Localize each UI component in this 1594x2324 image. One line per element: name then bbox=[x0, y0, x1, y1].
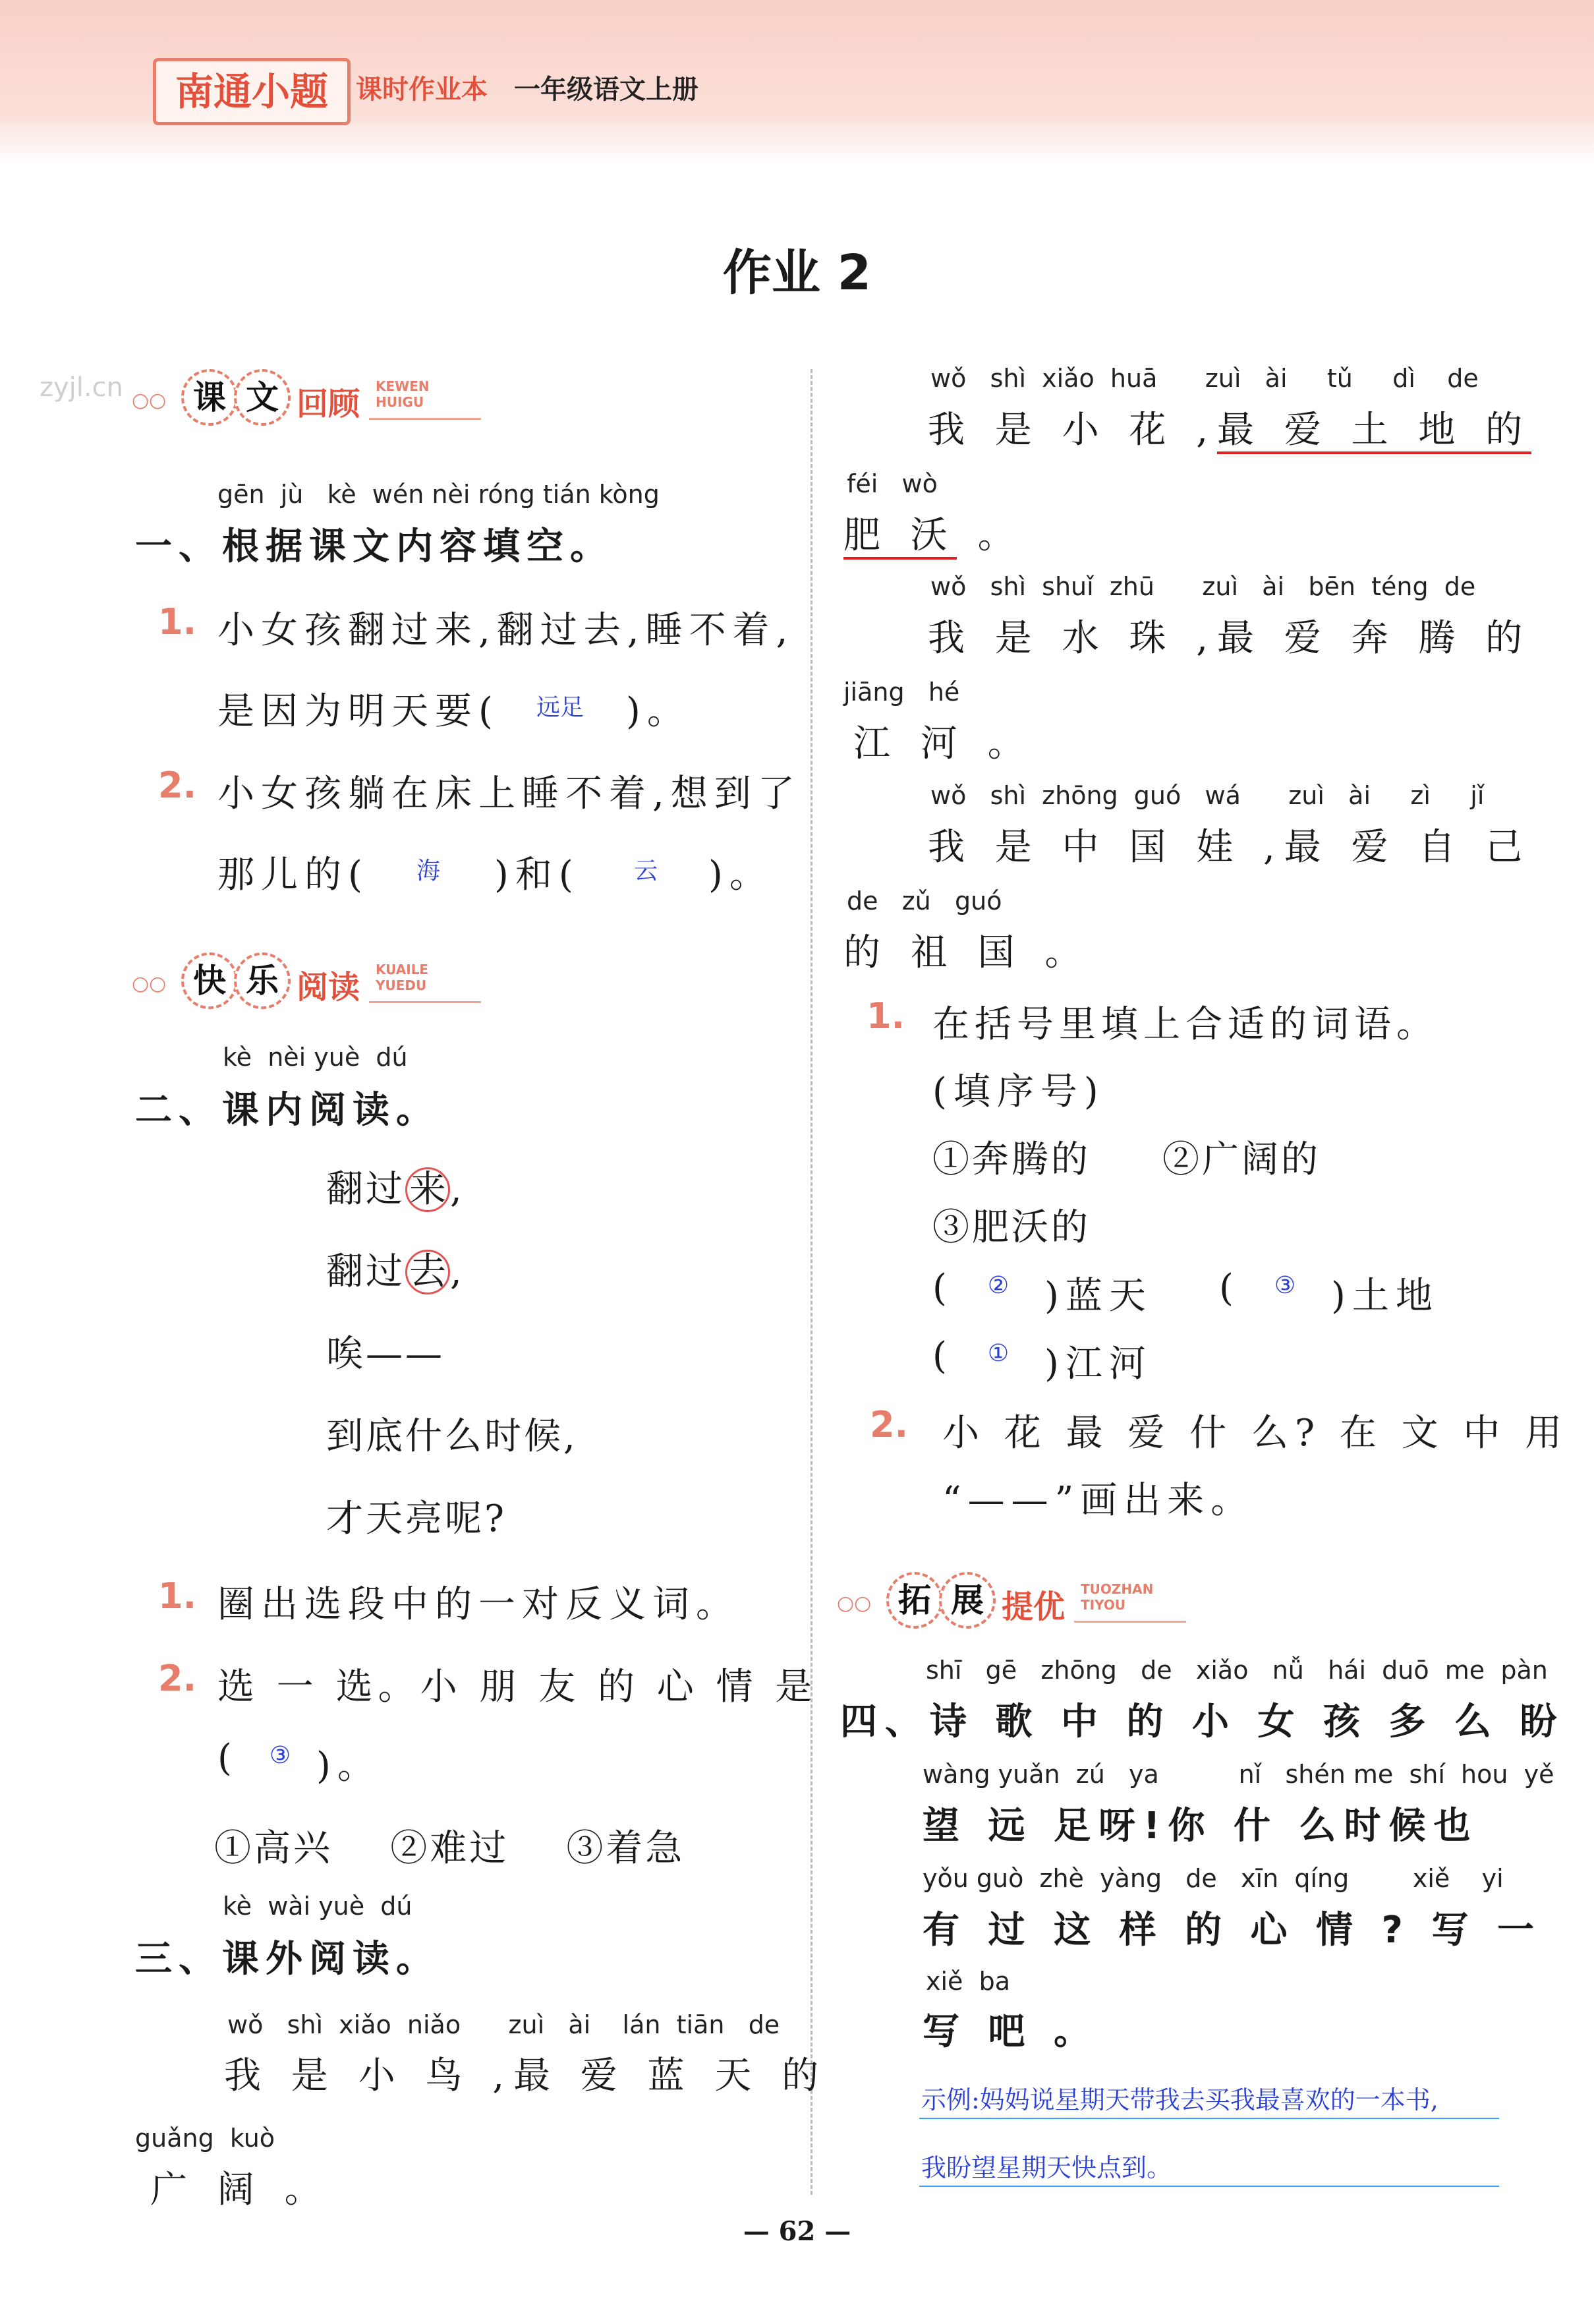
watermark: zyjl.cn bbox=[40, 372, 123, 403]
question-text: ( bbox=[217, 1737, 239, 1780]
underlined-answer: 最 爱 土 地 的 bbox=[1217, 409, 1531, 454]
question-text: 选 一 选。小 朋 友 的 心 情 是 bbox=[217, 1666, 818, 1708]
underlined-answer: 肥 沃 bbox=[843, 514, 957, 560]
answer-line bbox=[919, 2118, 1499, 2119]
pinyin: kè wài yuè dú bbox=[223, 1892, 413, 1921]
question-heading: 写 吧 。 bbox=[923, 2010, 1098, 2053]
item-number: 2. bbox=[870, 1404, 909, 1445]
badge-underline bbox=[1074, 1621, 1186, 1623]
pinyin: gēn jù kè wén nèi róng tián kòng bbox=[217, 480, 660, 509]
question-heading: 望 远 足呀!你 什 么时候也 bbox=[923, 1805, 1479, 1847]
poem-line: 才天亮呢? bbox=[326, 1497, 507, 1540]
series-name: 课时作业本 bbox=[356, 74, 488, 105]
passage-text: 我 是 中 国 娃 ,最 爱 自 己 bbox=[928, 826, 1532, 869]
badge-char: 拓 bbox=[886, 1572, 943, 1629]
pinyin: yǒu guò zhè yàng de xīn qíng xiě yi bbox=[923, 1864, 1504, 1893]
item-number: 1. bbox=[158, 601, 197, 643]
item-number: 1. bbox=[158, 1575, 197, 1617]
answer-text: ① bbox=[987, 1340, 1010, 1367]
poem-line: 到底什么时候, bbox=[326, 1415, 578, 1458]
section-badge-reading bbox=[132, 952, 488, 1005]
pinyin: wǒ shì xiǎo huā zuì ài tǔ dì de bbox=[930, 364, 1479, 393]
option-list: ③肥沃的 bbox=[932, 1206, 1091, 1249]
question-text: )土地 bbox=[1331, 1275, 1439, 1318]
question-text: 在括号里填上合适的词语。 bbox=[932, 1003, 1438, 1046]
badge-char: 快 bbox=[181, 952, 238, 1009]
badge-char: 文 bbox=[234, 369, 291, 426]
book-name: 一年级语文上册 bbox=[514, 74, 698, 105]
item-number: 2. bbox=[158, 1658, 197, 1699]
section-badge-extend bbox=[837, 1572, 1193, 1625]
section-badge-review bbox=[132, 369, 488, 422]
question-text: 圈出选段中的一对反义词。 bbox=[217, 1583, 739, 1626]
pinyin: de zǔ guó bbox=[847, 886, 1002, 915]
badge-english: TUOZHAN TIYOU bbox=[1081, 1581, 1154, 1613]
page-title: 作业 2 bbox=[722, 245, 872, 301]
passage-text: 江 河 。 bbox=[853, 722, 1034, 765]
dots-icon: ○○ bbox=[837, 1592, 872, 1615]
question-heading: 一、根据课文内容填空。 bbox=[135, 525, 613, 568]
badge-char: 展 bbox=[939, 1572, 996, 1629]
item-number: 1. bbox=[867, 995, 905, 1037]
pinyin: jiāng hé bbox=[843, 678, 960, 707]
question-text: ( bbox=[932, 1335, 954, 1378]
question-text: 小女孩躺在床上睡不着,想到了 bbox=[217, 772, 801, 815]
dots-icon: ○○ bbox=[132, 972, 167, 995]
question-text: )。 bbox=[626, 690, 691, 733]
pinyin: shī gē zhōng de xiǎo nǚ hái duō me pàn bbox=[926, 1656, 1548, 1685]
pinyin: guǎng kuò bbox=[135, 2124, 275, 2153]
badge-char: 课 bbox=[181, 369, 238, 426]
question-heading: 四、诗 歌 中 的 小 女 孩 多 么 盼 bbox=[840, 1700, 1565, 1743]
pinyin: wàng yuǎn zú ya nǐ shén me shí hou yě bbox=[923, 1760, 1554, 1789]
question-text: 小女孩翻过来,翻过去,睡不着, bbox=[217, 609, 795, 652]
badge-english: KUAILE YUEDU bbox=[376, 962, 429, 993]
answer-text: 我盼望星期天快点到。 bbox=[921, 2153, 1172, 2182]
pinyin: wǒ shì zhōng guó wá zuì ài zì jǐ bbox=[930, 781, 1485, 810]
question-text: )。 bbox=[708, 854, 773, 896]
pinyin: féi wò bbox=[847, 469, 938, 498]
poem-line: 翻过 来 , bbox=[326, 1168, 465, 1211]
answer-text: 远足 bbox=[536, 694, 584, 721]
question-text: )江河 bbox=[1044, 1343, 1153, 1385]
answer-text: 海 bbox=[416, 857, 440, 885]
answer-text: 云 bbox=[633, 857, 658, 885]
passage-text: 广 阔 。 bbox=[150, 2168, 331, 2211]
question-text: “——”画出来。 bbox=[942, 1479, 1255, 1522]
circled-word: 来 bbox=[405, 1167, 450, 1212]
badge-subtitle: 阅读 bbox=[297, 969, 360, 1006]
question-text: )。 bbox=[316, 1745, 381, 1787]
page-number: — 62 — bbox=[743, 2216, 851, 2247]
passage-text: 的 祖 国 。 bbox=[843, 931, 1091, 974]
poem-line: 唉—— bbox=[326, 1333, 445, 1376]
brand-logo: 南通小题 bbox=[153, 58, 351, 125]
passage-text: 我 是 水 珠 ,最 爱 奔 腾 的 bbox=[928, 617, 1532, 660]
question-text: )和( bbox=[494, 854, 580, 896]
question-text: ( bbox=[1219, 1267, 1240, 1310]
badge-subtitle: 提优 bbox=[1002, 1588, 1066, 1625]
badge-english: KEWEN HUIGU bbox=[376, 378, 430, 410]
question-text: 是因为明天要( bbox=[217, 690, 499, 733]
answer-text: ③ bbox=[269, 1742, 291, 1769]
passage-text: 我 是 小 鸟 ,最 爱 蓝 天 的 bbox=[224, 2054, 828, 2097]
answer-text: ③ bbox=[1274, 1272, 1296, 1299]
item-number: 2. bbox=[158, 765, 197, 806]
badge-subtitle: 回顾 bbox=[297, 386, 360, 422]
answer-line bbox=[919, 2186, 1499, 2187]
pinyin: wǒ shì shuǐ zhū zuì ài bēn téng de bbox=[930, 572, 1476, 601]
question-text: )蓝天 bbox=[1044, 1275, 1153, 1318]
badge-underline bbox=[369, 1001, 481, 1003]
badge-underline bbox=[369, 418, 481, 420]
question-heading: 有 过 这 样 的 心 情 ? 写 一 bbox=[923, 1909, 1542, 1952]
option-list: ①高兴 ②难过 ③着急 bbox=[214, 1827, 685, 1870]
option-list: ①奔腾的 ②广阔的 bbox=[932, 1138, 1321, 1181]
circled-word: 去 bbox=[405, 1250, 450, 1294]
question-heading: 三、课外阅读。 bbox=[135, 1938, 440, 1981]
pinyin: kè nèi yuè dú bbox=[223, 1043, 408, 1072]
passage-text: 肥 沃 。 bbox=[843, 506, 1024, 559]
poem-line: 翻过 去 , bbox=[326, 1250, 465, 1293]
pinyin: xiě ba bbox=[926, 1967, 1010, 1996]
answer-text: 示例:妈妈说星期天带我去买我最喜欢的一本书, bbox=[921, 2085, 1438, 2114]
badge-char: 乐 bbox=[234, 952, 291, 1009]
question-text: (填序号) bbox=[932, 1070, 1105, 1113]
pinyin: wǒ shì xiǎo niǎo zuì ài lán tiān de bbox=[227, 2010, 780, 2039]
question-text: 那儿的( bbox=[217, 854, 369, 896]
passage-text: 我 是 小 花 ,最 爱 土 地 的 bbox=[928, 401, 1531, 453]
question-text: 小 花 最 爱 什 么? 在 文 中 用 bbox=[942, 1412, 1569, 1455]
question-text: ( bbox=[932, 1267, 954, 1310]
dots-icon: ○○ bbox=[132, 389, 167, 412]
column-divider bbox=[811, 369, 812, 2195]
answer-text: ② bbox=[987, 1272, 1010, 1299]
question-heading: 二、课内阅读。 bbox=[135, 1089, 440, 1132]
